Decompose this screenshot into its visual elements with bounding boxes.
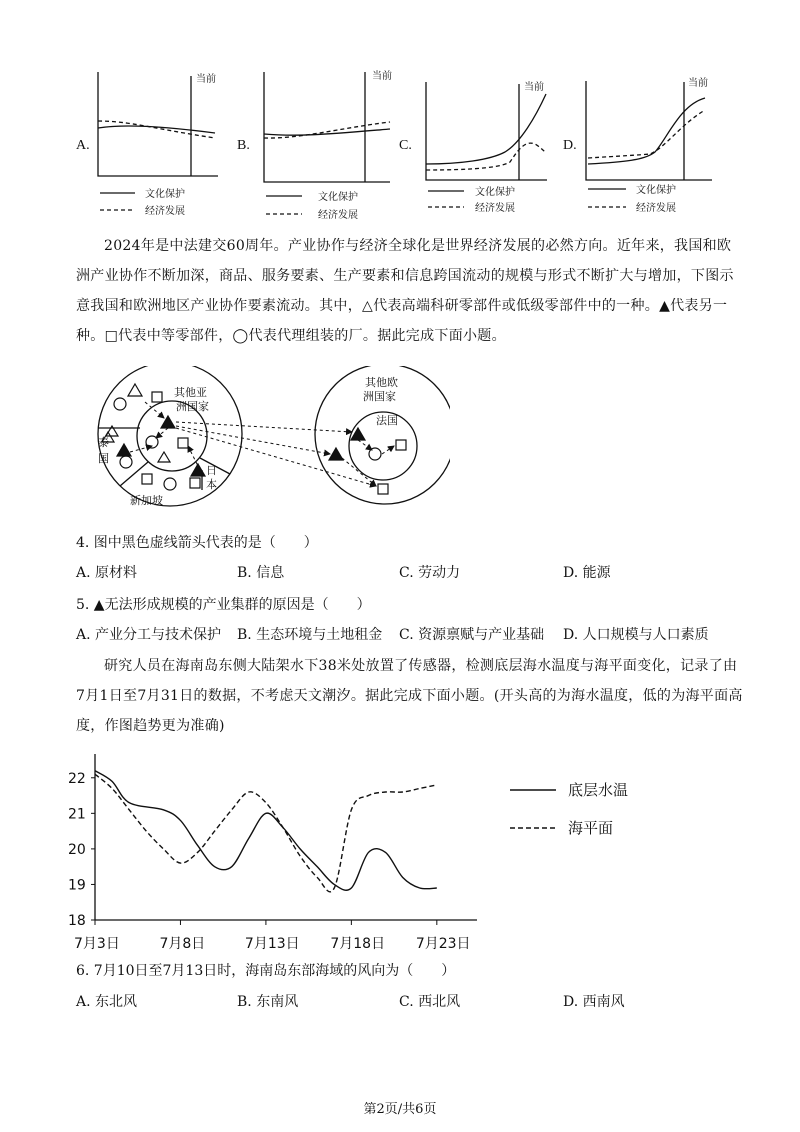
label-singapore: 新加坡 (130, 494, 163, 507)
q3-option-graphs (0, 0, 800, 230)
graph-d-legend-solid: 文化保护 (636, 185, 676, 196)
graph-d-current-label: 当前 (688, 78, 708, 89)
legend-bottom-water-temp: 底层水温 (568, 781, 629, 799)
series-line-sea-level (95, 774, 437, 892)
option-c-letter: C. (399, 138, 412, 153)
y-tick-label: 19 (68, 877, 86, 894)
graph-b-legend-dashed: 经济发展 (318, 210, 358, 221)
temperature-sealevel-chart (60, 748, 660, 958)
y-tick-label: 21 (68, 806, 86, 823)
graph-b-current-label: 当前 (372, 71, 392, 82)
graph-d-legend-dashed: 经济发展 (636, 203, 676, 214)
label-thailand-1: 泰 (98, 436, 109, 449)
q4-stem: 4. 图中黑色虚线箭头代表的是（ ） (76, 535, 318, 551)
label-other-asian-countries-2: 洲国家 (176, 400, 209, 413)
asia-outer-circle (98, 366, 242, 506)
y-tick-label: 18 (68, 913, 86, 929)
graph-c-legend-dashed: 经济发展 (475, 203, 515, 214)
label-france: 法国 (376, 414, 398, 427)
q4-option-b[interactable]: B. 信息 (237, 565, 285, 581)
q5-option-d[interactable]: D. 人口规模与人口素质 (563, 627, 709, 643)
label-japan-1: 日 (206, 464, 217, 477)
option-b-letter: B. (237, 138, 250, 153)
option-d-letter: D. (563, 138, 577, 153)
legend-sea-level: 海平面 (568, 819, 614, 837)
label-thailand-2: 国 (98, 452, 109, 465)
graph-a-legend-solid: 文化保护 (145, 189, 185, 200)
passage-hainan-sensor: 研究人员在海南岛东侧大陆架水下38米处放置了传感器，检测底层海水温度与海平面变化，记录了由7月1日至7月31日的数据，不考虑天文潮汐。据此完成下面小题。(开头高的为海水温度，低的为海平面高度，作图趋势更为准确) (76, 658, 743, 734)
q4-option-c[interactable]: C. 劳动力 (399, 565, 461, 581)
q6-option-a[interactable]: A. 东北风 (76, 994, 138, 1010)
q5-option-c[interactable]: C. 资源禀赋与产业基础 (399, 627, 545, 643)
label-japan-2: 本 (206, 478, 217, 491)
option-a-letter: A. (76, 138, 90, 153)
x-tick-label: 7月23日 (415, 936, 471, 952)
q5-option-b[interactable]: B. 生态环境与土地租金 (237, 627, 383, 643)
graph-b-legend-solid: 文化保护 (318, 192, 358, 203)
passage-industry-cooperation: 2024年是中法建交60周年。产业协作与经济全球化是世界经济发展的必然方向。近年来，我国和欧洲产业协作不断加深，商品、服务要素、生产要素和信息跨国流动的规模与形式不断扩大与增加，下图示意我国和欧洲地区产业协作要素流动。其中，△代表高端科研零部件或低级零部件中的一种。▲代表另一种。□代表中等零部件，◯代表代理组装的厂。据此完成下面小题。 (76, 238, 734, 344)
q5-option-a[interactable]: A. 产业分工与技术保护 (76, 627, 222, 643)
x-tick-label: 7月8日 (159, 936, 206, 952)
q4-option-a[interactable]: A. 原材料 (76, 565, 138, 581)
graph-c-current-label: 当前 (524, 82, 544, 93)
q6-stem: 6. 7月10日至7月13日时，海南岛东部海域的风向为（ ） (76, 963, 456, 979)
q4-option-d[interactable]: D. 能源 (563, 565, 611, 581)
industry-flow-diagram (90, 366, 450, 516)
q5-stem: 5. ▲无法形成规模的产业集群的原因是（ ） (76, 597, 371, 613)
graph-c-legend-solid: 文化保护 (475, 187, 515, 198)
graph-a-current-label: 当前 (196, 74, 216, 85)
label-other-asian-countries-1: 其他亚 (174, 386, 207, 399)
y-tick-label: 22 (68, 770, 86, 787)
x-tick-label: 7月13日 (244, 936, 300, 952)
q6-option-d[interactable]: D. 西南风 (563, 994, 625, 1010)
page-footer: 第2页/共6页 (363, 1102, 437, 1117)
y-tick-label: 20 (68, 841, 86, 858)
x-tick-label: 7月3日 (74, 936, 120, 952)
label-other-european-countries-1: 其他欧 (365, 376, 398, 389)
label-other-european-countries-2: 洲国家 (363, 390, 396, 403)
q6-option-c[interactable]: C. 西北风 (399, 994, 461, 1010)
graph-a-legend-dashed: 经济发展 (145, 206, 185, 217)
q3-graphs-svg (0, 0, 800, 230)
x-tick-label: 7月18日 (330, 936, 386, 952)
q6-option-b[interactable]: B. 东南风 (237, 994, 299, 1010)
